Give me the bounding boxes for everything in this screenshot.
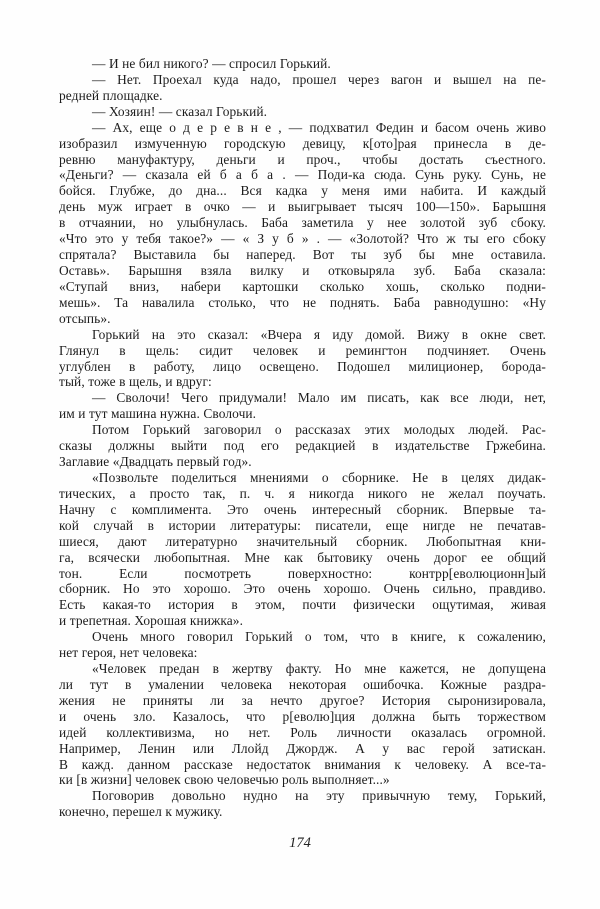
paragraph [59, 104, 546, 120]
text-line: и трепетная. Хорошая книжка». [59, 613, 244, 629]
text-line: им и тут машина нужна. Сволочи. [59, 406, 257, 422]
text-line: — Хозяин! — сказал Горький. [92, 103, 268, 119]
text-line: Начну с комплимента. Это очень интересный сборник. Впервые та- [59, 501, 546, 517]
text-line: Горький на это сказал: «Вчера я иду домой. Вижу в окне свет. [92, 326, 546, 342]
text-line: и очень зло. Казалось, что р[еволю]ция должна быть торжеством [59, 708, 546, 724]
text-line: Заглавие «Двадцать первый год». [59, 454, 252, 470]
text-line: ли тут в умалении человека некоторая ошибочка. Кожные раздра- [59, 676, 546, 692]
text-line: конечно, перешел к мужику. [59, 804, 223, 820]
paragraph [59, 422, 546, 470]
text-line: сборник. Но это хорошо. Это очень хорошо. Очень сильно, правдиво. [59, 581, 546, 597]
text-line: «Человек предан в жертву факту. Но мне кажется, не допущена [92, 661, 546, 677]
page-number: 174 [289, 835, 311, 851]
text-line: Поговорив довольно нудно на эту привычную тему, Горький, [92, 788, 546, 804]
text-line: тон. Если посмотреть поверхностно: контрр[еволюционн]ый [59, 565, 546, 581]
text-line: Есть какая-то история в этом, почти физически ощутимая, живая [59, 597, 546, 613]
paragraph [59, 120, 546, 327]
text-line: шиеся, дают литературно значительный сборник. Любопытная кни- [59, 533, 546, 549]
text-line: нет героя, нет человека: [59, 645, 198, 661]
paragraph [59, 629, 546, 661]
paragraph [59, 327, 546, 391]
page-text [59, 56, 546, 820]
text-line: спрятала? Выставила бы наперед. Вот ты зуб бы мне оставила. [59, 247, 546, 263]
text-line: — Нет. Проехал куда надо, прошел через вагон и вышел на пе- [92, 71, 546, 87]
text-line: тый, тоже в щель, и вдруг: [59, 374, 212, 390]
text-line: изобразил измученную городскую девицу, к[ото]рая принесла в де- [59, 135, 546, 151]
paragraph [59, 72, 546, 104]
text-line: га, всячески любопытная. Мне как бытовику очень дорог ее общий [59, 549, 546, 565]
text-line: Глянул в щель: сидит человек и ремингтон подчиняет. Очень [59, 342, 546, 358]
text-line: мешь». Та навалила столько, что не поднять. Баба равнодушно: «Ну [59, 294, 546, 310]
text-line: сказы должны выйти под его редакцией в издательстве Гржебина. [59, 438, 546, 454]
text-line: «Позвольте поделиться мнениями о сборнике. Не в целях дидак- [92, 469, 546, 485]
text-line: «Деньги? — сказала ей б а б а . — Поди-ка сюда. Сунь руку. Сунь, не [59, 167, 546, 183]
text-line: в отчаянии, но улыбнулась. Баба заметила у нее золотой зуб сбоку. [59, 215, 546, 231]
text-line: день муж играет в очко — и выигрывает тысяч 100—150». Барышня [59, 199, 546, 215]
text-line: Например, Ленин или Ллойд Джордж. А у вас герой затискан. [59, 740, 546, 756]
text-line: отсыпь». [59, 310, 111, 326]
text-line: редней площадке. [59, 87, 163, 103]
text-line: тических, а просто так, п. ч. я никогда никого не желал поучать. [59, 485, 546, 501]
paragraph [59, 56, 546, 72]
text-line: «Что это у тебя такое?» — « З у б » . — «Золотой? Что ж ты его сбоку [59, 231, 546, 247]
paragraph [59, 661, 546, 788]
paragraph [59, 390, 546, 422]
text-line: Потом Горький заговорил о рассказах этих молодых людей. Рас- [92, 422, 546, 438]
text-line: идей коллективизма, но нет. Роль личности оказалась огромной. [59, 724, 546, 740]
text-line: ки [в жизни] человек свою человечью роль выполняет...» [59, 772, 390, 788]
paragraph [59, 788, 546, 820]
text-line: — И не бил никого? — спросил Горький. [92, 56, 331, 71]
text-line: кой случай в истории литературы: писатели, еще нигде не печатав- [59, 517, 546, 533]
text-line: Очень много говорил Горький о том, что в книге, к сожалению, [92, 629, 546, 645]
text-line: углублен в работу, лицо освещено. Подошел милиционер, борода- [59, 358, 546, 374]
text-line: ревню мануфактуру, деньги и проч., чтобы достать съестного. [59, 151, 546, 167]
text-line: — Сволочи! Чего придумали! Мало им писать, как все люди, нет, [92, 390, 546, 406]
paragraph [59, 470, 546, 629]
text-line: Оставь». Барышня взяла вилку и отковыряла зуб. Баба сказала: [59, 262, 546, 278]
text-line: В кажд. данном рассказе недостаток внимания к человеку. А все-та- [59, 756, 546, 772]
text-line: жения не приняты ли за нечто другое? История сыронизировала, [59, 692, 546, 708]
text-line: — Ах, еще о д е р е в н е , — подхватил Федин и басом очень живо [92, 119, 546, 135]
text-line: «Ступай вниз, набери картошки сколько хошь, сколько подни- [59, 278, 546, 294]
text-line: бойся. Глубже, до дна... Вся кадка у меня ими набита. И каждый [59, 183, 546, 199]
